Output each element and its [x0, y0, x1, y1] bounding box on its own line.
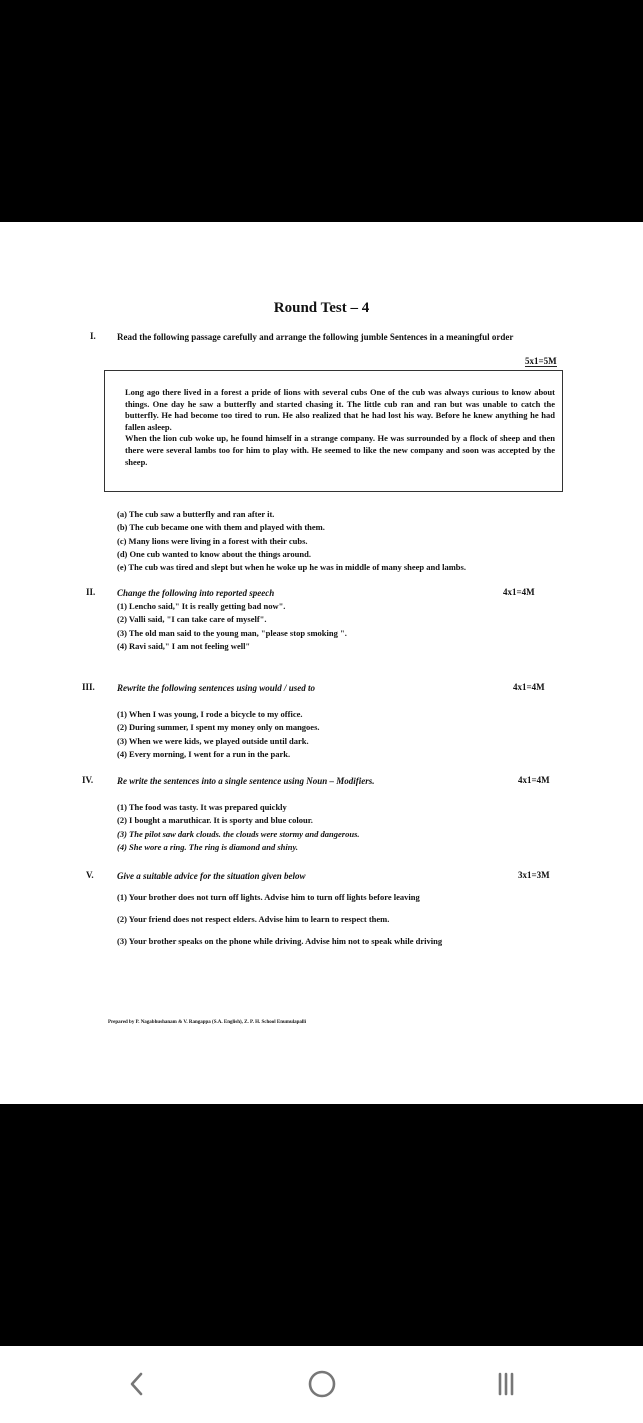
page-title: Round Test – 4 [273, 300, 370, 316]
passage-paragraph-1: Long ago there lived in a forest a pride of lions with several cubs One of the cub was always curious to know about things. One day he saw a butterfly and started chasing it. The little cub ran and ran but was unable to catch the butterfly. He had become too tired to run. He also realized that he had lost his way. Before he knew anything he had fallen asleep. [125, 387, 555, 432]
q1-marks: 5x1=5M [525, 356, 557, 366]
q3-number: III. [82, 682, 95, 692]
list-item: (c) Many lions were living in a forest with their cubs. [117, 535, 308, 546]
system-nav-bar [0, 1346, 643, 1423]
q5-number: V. [86, 870, 94, 880]
list-item: (4) Ravi said," I am not feeling well" [117, 640, 251, 651]
q2-number: II. [86, 587, 96, 597]
passage-box [104, 370, 563, 492]
list-item: (1) The food was tasty. It was prepared quickly [117, 802, 287, 812]
q3-marks: 4x1=4M [513, 682, 545, 692]
list-item: (2) During summer, I spent my money only on mangoes. [117, 722, 320, 733]
list-item: (1) When I was young, I rode a bicycle to my office. [117, 709, 303, 719]
home-circle-icon [306, 1368, 338, 1400]
q1-jumbled-list [117, 508, 466, 574]
passage-text [125, 387, 555, 468]
recents-button[interactable] [476, 1364, 536, 1404]
q4-marks: 4x1=4M [518, 775, 550, 785]
q5-item-1: (1) Your brother does not turn off lights. Advise him to turn off lights before leaving [117, 892, 420, 902]
home-button[interactable] [292, 1364, 352, 1404]
q3-list [117, 708, 320, 761]
document-page [0, 222, 643, 1104]
q4-list [117, 801, 360, 854]
q1-instruction: Read the following passage carefully and arrange the following jumble Sentences in a meaningful order [117, 332, 514, 342]
list-item: (e) The cub was tired and slept but when he woke up he was in middle of many sheep and lambs. [117, 562, 466, 573]
back-button[interactable] [107, 1364, 167, 1404]
q1-number: I. [90, 331, 96, 341]
back-chevron-icon [127, 1370, 147, 1398]
list-item: (1) Lencho said," It is really getting bad now". [117, 601, 286, 611]
q5-marks: 3x1=3M [518, 870, 550, 880]
q4-instruction: Re write the sentences into a single sentence using Noun – Modifiers. [117, 776, 375, 786]
list-item: (2) Valli said, "I can take care of myself". [117, 614, 267, 625]
list-item: (d) One cub wanted to know about the things around. [117, 548, 311, 559]
list-item: (4) She wore a ring. The ring is diamond and shiny. [117, 841, 299, 852]
passage-paragraph-2: When the lion cub woke up, he found himself in a strange company. He was surrounded by a flock of sheep and then there were several lambs too for him to play with. He seemed to like the new company and soon was accepted by the sheep. [125, 433, 555, 467]
q2-list [117, 600, 347, 653]
list-item: (4) Every morning, I went for a run in the park. [117, 748, 291, 759]
q2-instruction: Change the following into reported speech [117, 588, 275, 598]
q4-number: IV. [82, 775, 94, 785]
recents-lines-icon [492, 1370, 520, 1398]
q5-item-3: (3) Your brother speaks on the phone while driving. Advise him not to speak while driving [117, 936, 443, 946]
q3-instruction: Rewrite the following sentences using would / used to [117, 683, 316, 693]
page-footer: Prepared by P. Nagabhushanam & V. Rangappa (S.A. English), Z. P. H. School Enumulapalli [108, 1020, 307, 1025]
list-item: (2) I bought a maruthicar. It is sporty and blue colour. [117, 815, 313, 826]
list-item: (3) The old man said to the young man, "please stop smoking ". [117, 627, 347, 638]
q2-marks: 4x1=4M [503, 587, 535, 597]
q5-instruction: Give a suitable advice for the situation given below [117, 871, 306, 881]
q5-item-2: (2) Your friend does not respect elders. Advise him to learn to respect them. [117, 914, 390, 924]
list-item: (b) The cub became one with them and played with them. [117, 522, 325, 533]
list-item: (3) The pilot saw dark clouds. the clouds were stormy and dangerous. [117, 828, 360, 839]
list-item: (3) When we were kids, we played outside until dark. [117, 735, 309, 746]
list-item: (a) The cub saw a butterfly and ran after it. [117, 509, 275, 519]
